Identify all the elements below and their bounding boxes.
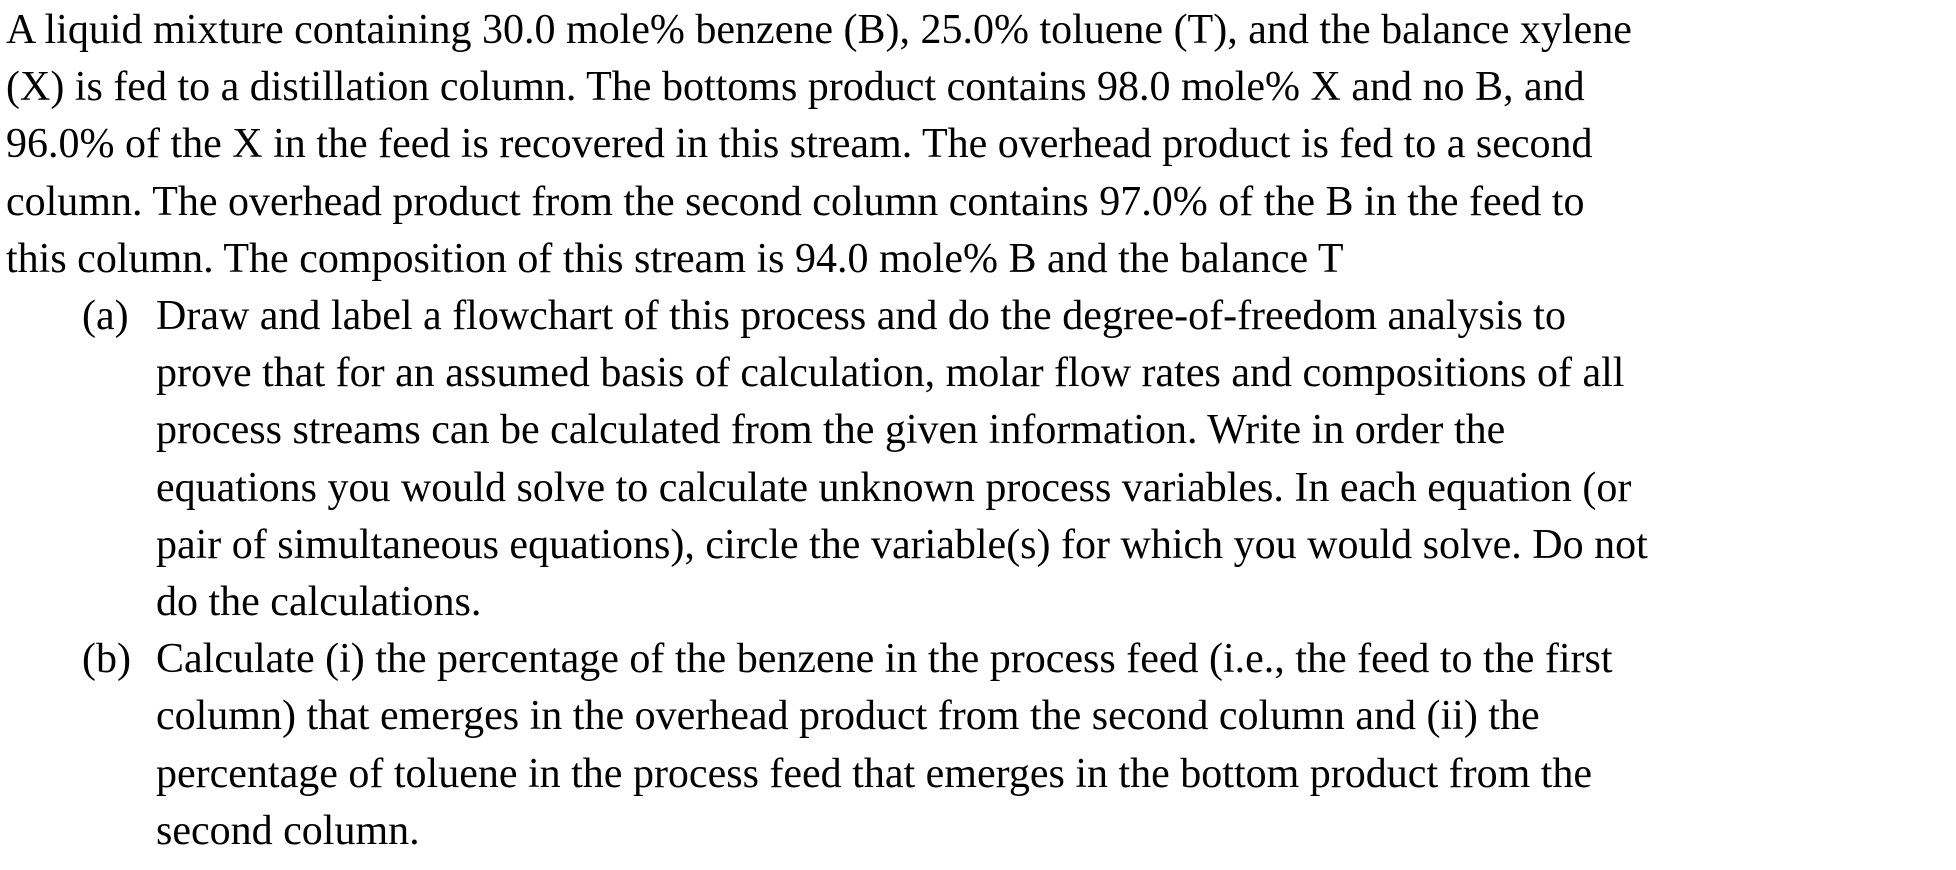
problem-statement xyxy=(6,0,1950,860)
part-marker: (a) xyxy=(82,293,129,340)
problem-parts-list xyxy=(6,288,1950,860)
problem-intro: A liquid mixture containing 30.0 mole% benzene (B), 25.0% toluene (T), and the balance xylene (X) is fed to a distillation column. The bottoms product contains 98.0 mole% X and no B, and 96.0% of the X in the feed is recovered in this stream. The overhead product is fed to a second column. The overhead product from the second column contains 97.0% of the B in the feed to this column. The composition of this stream is 94.0 mole% B and the balance T xyxy=(6,7,1632,282)
part-text: Draw and label a flowchart of this process and do the degree-of-freedom analysis to prove that for an assumed basis of calculation, molar flow rates and compositions of all process streams can be calculated from the given information. Write in order the equations you would solve to calculate unknown process variables. In each equation (or pair of simultaneous equations), circle the variable(s) for which you would solve. Do not do the calculations. xyxy=(156,293,1648,626)
problem-part-b xyxy=(6,631,1950,860)
part-text: Calculate (i) the percentage of the benzene in the process feed (i.e., the feed to the first column) that emerges in the overhead product from the second column and (ii) the percentage of toluene in the process feed that emerges in the bottom product from the second column. xyxy=(156,636,1613,854)
part-marker: (b) xyxy=(82,636,131,683)
problem-part-a xyxy=(6,288,1950,631)
